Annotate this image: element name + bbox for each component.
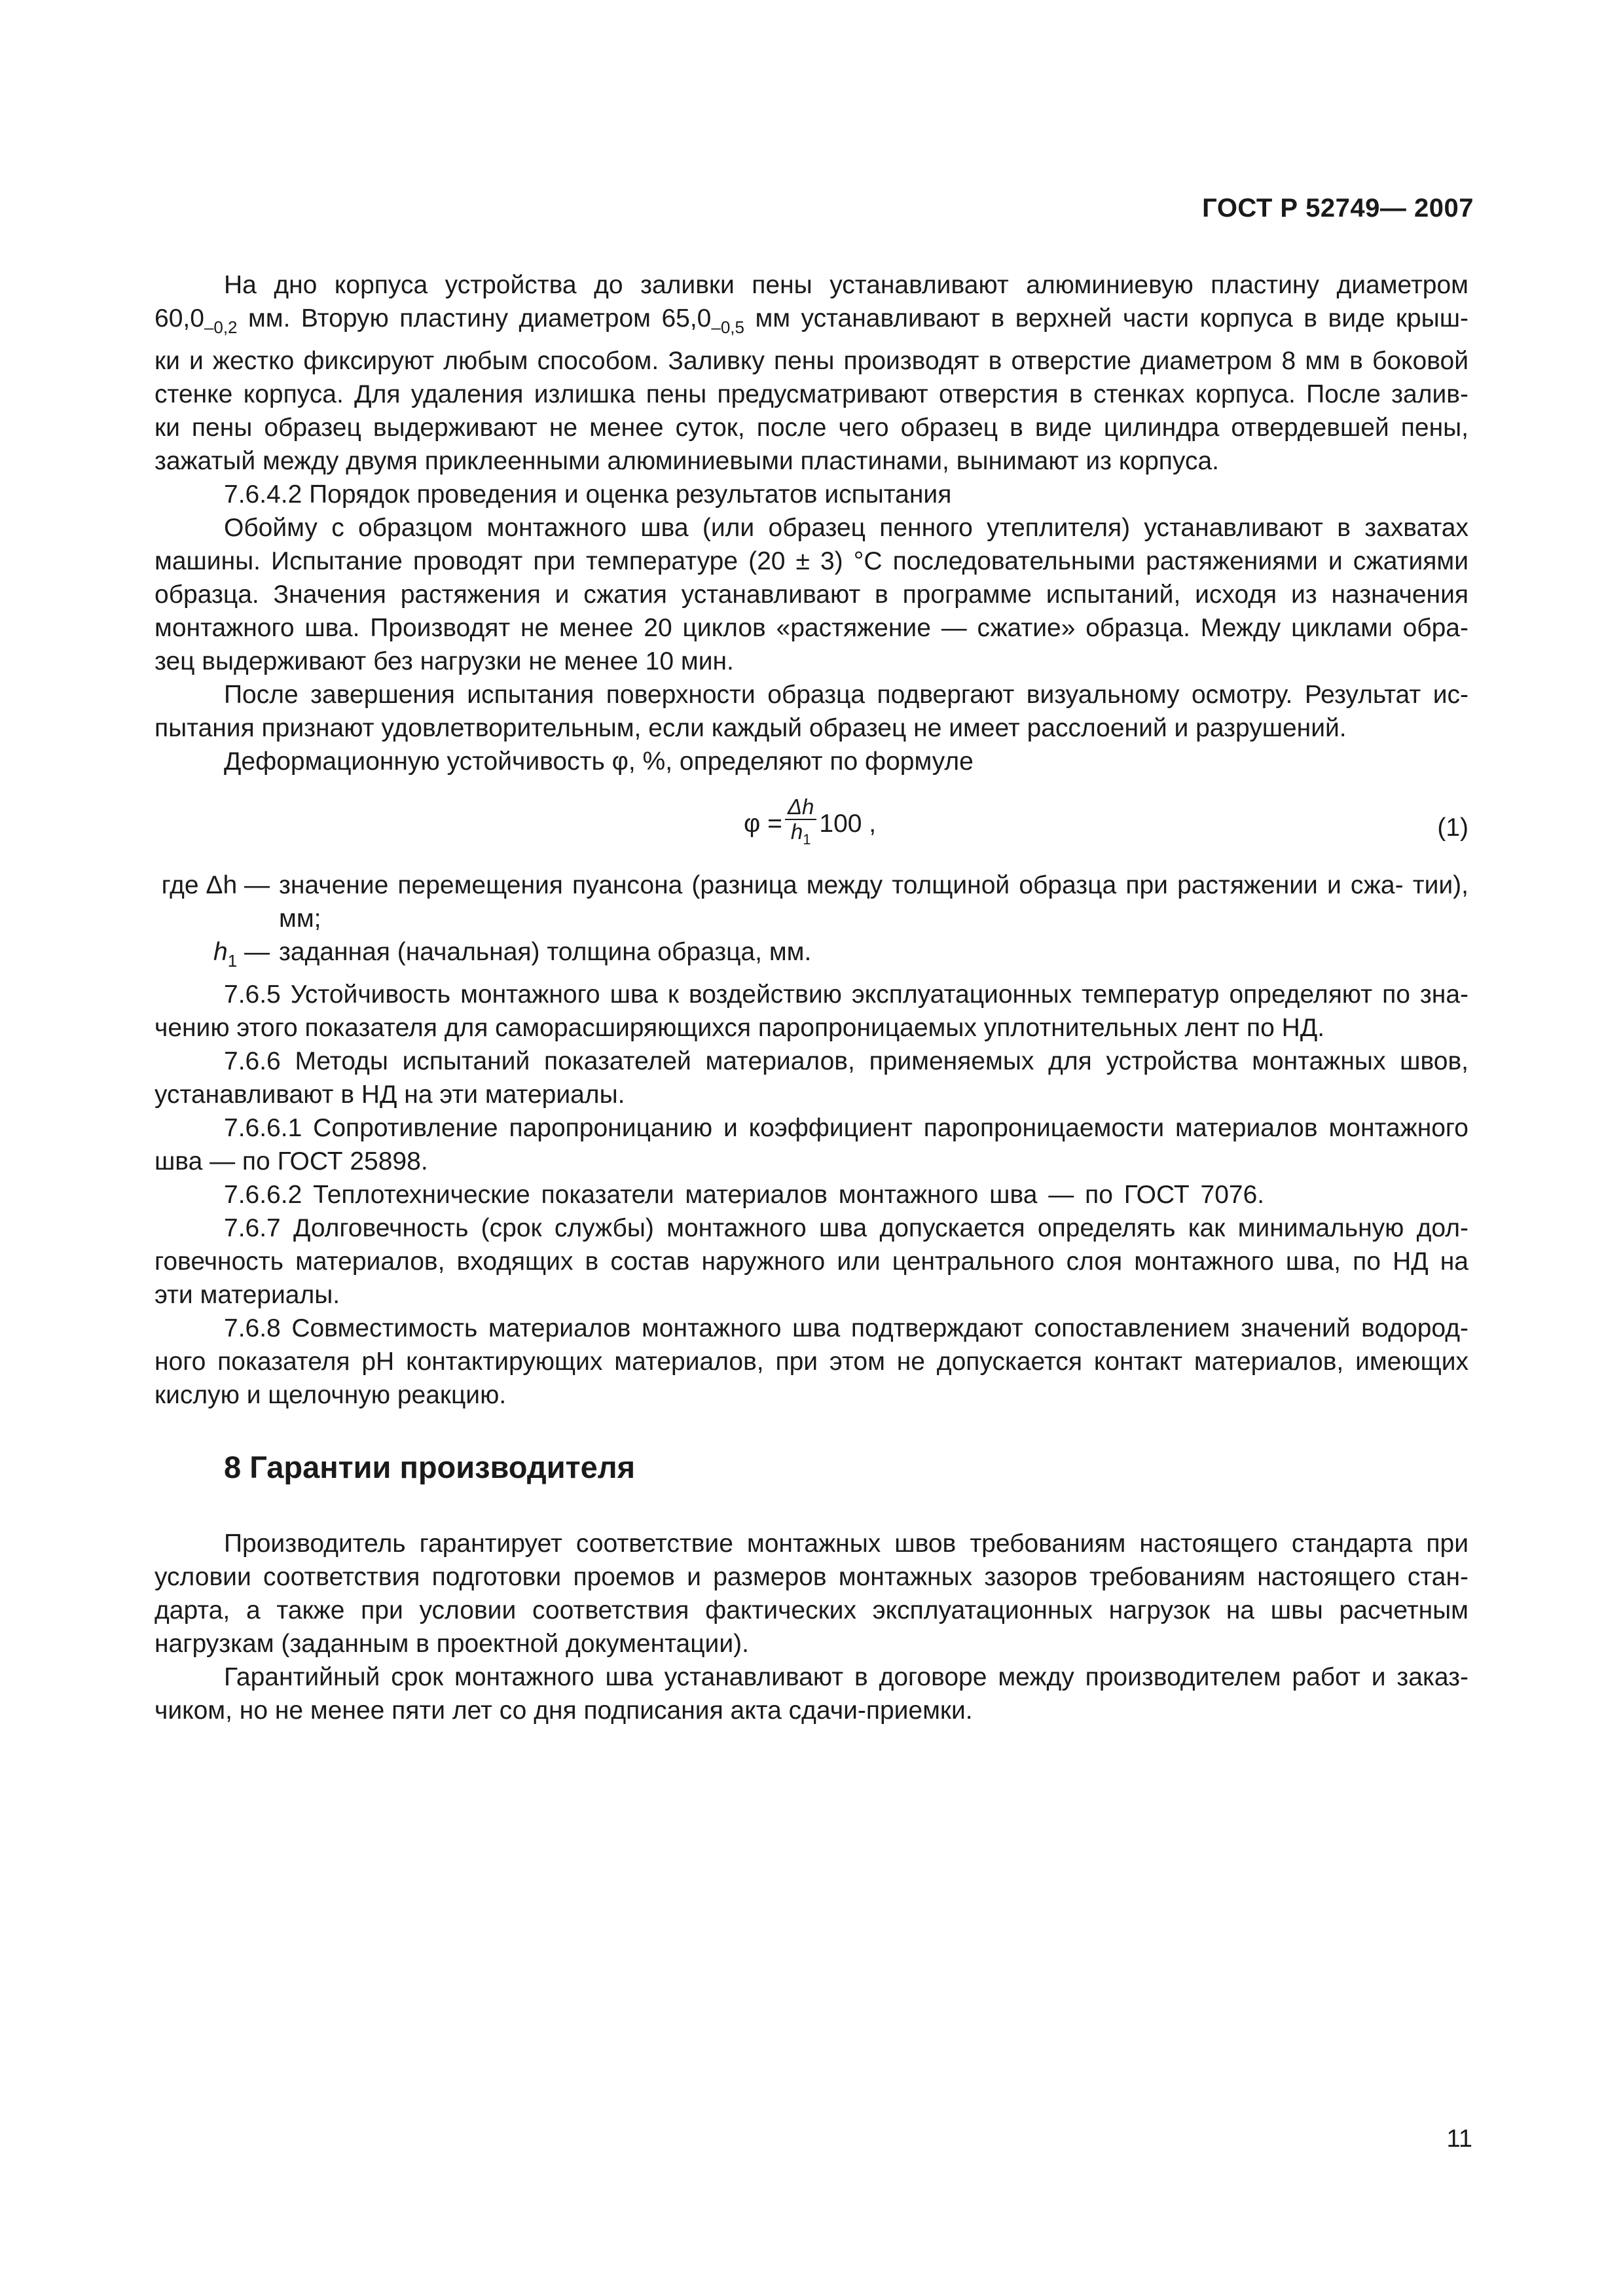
document-body <box>155 268 1468 1727</box>
text-line: говечность материалов, входящих в состав наружного или центрального слоя монтажного шва, по НД на <box>155 1247 1468 1276</box>
text-line: стенке корпуса. Для удаления излишка пены предусматривают отверстия в стенках корпуса. После залив- <box>155 380 1468 408</box>
document-code: ГОСТ Р 52749— 2007 <box>1202 194 1474 223</box>
paragraph-test-result <box>155 678 1468 745</box>
text-line: 7.6.8 Совместимость материалов монтажного шва подтверждают сопоставлением значений водород- <box>224 1314 1468 1342</box>
text-line: ного показателя рН контактирующих материалов, при этом не допускается контакт материалов, имеющих <box>155 1348 1468 1376</box>
clause-7-6-5 <box>155 978 1468 1045</box>
legend-term: где Δh — <box>161 871 270 899</box>
formula-block <box>155 790 1468 862</box>
text-line: устанавливают в НД на эти материалы. <box>155 1081 625 1109</box>
term-dash: — <box>237 938 270 966</box>
formula <box>744 795 876 852</box>
text-line: 7.6.6 Методы испытаний показателей материалов, применяемых для устройства монтажных швов, <box>224 1047 1468 1075</box>
text-fragment: мм устанавливают в верхней части корпуса в виде крыш- <box>744 304 1468 332</box>
text-line: условии соответствия подготовки проемов и размеров монтажных зазоров требованиям настоящего стан- <box>155 1563 1468 1591</box>
text-line: пытания признают удовлетворительным, если каждый образец не имеет расслоений и разрушений. <box>155 714 1347 742</box>
text-line: машины. Испытание проводят при температуре (20 ± 3) °С последовательными растяжениями и сжатиями <box>155 547 1468 575</box>
formula-intro: Деформационную устойчивость φ, %, определяют по формуле <box>224 747 974 776</box>
clause-7-6-7 <box>155 1211 1468 1312</box>
legend-description: значение перемещения пуансона (разница между толщиной образца при растяжении и сжа- тии), мм; <box>279 871 1468 933</box>
text-line: 7.6.7 Долговечность (срок службы) монтажного шва допускается определять как минимальную дол- <box>224 1214 1468 1242</box>
term-subscript: 1 <box>227 951 238 971</box>
text-line: нагрузкам (заданным в проектной документации). <box>155 1630 749 1658</box>
formula-fraction <box>785 795 817 852</box>
term-symbol: h <box>213 938 228 966</box>
text-line: Обойму с образцом монтажного шва (или образец пенного утеплителя) устанавливают в захватах <box>224 514 1468 542</box>
formula-rhs: 100 , <box>819 809 877 838</box>
text-line: 7.6.6.1 Сопротивление паропроницанию и коэффициент паропроницаемости материалов монтажного <box>224 1114 1468 1142</box>
text-line: чению этого показателя для саморасширяющихся паропроницаемых уплотнительных лент по НД. <box>155 1014 1325 1042</box>
text-line: дарта, а также при условии соответствия фактических эксплуатационных нагрузок на швы расчетным <box>155 1596 1468 1624</box>
paragraph-sample-prep <box>155 268 1468 478</box>
text-line: Гарантийный срок монтажного шва устанавливают в договоре между производителем работ и заказ- <box>224 1663 1468 1691</box>
text-line: После завершения испытания поверхности образца подвергают визуальному осмотру. Результат ис- <box>224 681 1468 709</box>
text-line: На дно корпуса устройства до заливки пены устанавливают алюминиевую пластину диаметром <box>224 271 1468 299</box>
clause-7-6-4-2-heading: 7.6.4.2 Порядок проведения и оценка результатов испытания <box>224 480 952 509</box>
paragraph-test-procedure <box>155 511 1468 678</box>
text-line: кислую и щелочную реакцию. <box>155 1381 507 1409</box>
section-8-title: 8 Гарантии производителя <box>224 1450 636 1484</box>
clause-7-6-6 <box>155 1045 1468 1111</box>
text-line: ки и жестко фиксируют любым способом. Заливку пены производят в отверстие диаметром 8 мм в боковой <box>155 347 1468 375</box>
formula-legend <box>148 869 1468 978</box>
fraction-numerator: Δh <box>785 795 817 820</box>
formula-number: (1) <box>1437 814 1468 842</box>
text-line: ки пены образец выдерживают не менее суток, после чего образец в виде цилиндра отвердевшей пены, <box>155 414 1468 442</box>
text-line: шва — по ГОСТ 25898. <box>155 1147 428 1175</box>
dimension-value: 60,0 <box>155 304 204 332</box>
tolerance-subscript: –0,2 <box>204 317 238 337</box>
text-line: зажатый между двумя приклеенными алюминиевыми пластинами, вынимают из корпуса. <box>155 447 1219 475</box>
text-line: образца. Значения растяжения и сжатия устанавливают в программе испытаний, исходя из назначения <box>155 581 1468 609</box>
tolerance-subscript: –0,5 <box>711 317 744 337</box>
clause-7-6-8 <box>155 1312 1468 1412</box>
text-line: зец выдерживают без нагрузки не менее 10 мин. <box>155 647 734 675</box>
text-line: эти материалы. <box>155 1281 340 1309</box>
text-line: 7.6.5 Устойчивость монтажного шва к воздействию эксплуатационных температур определяют по зна- <box>224 980 1468 1009</box>
page-number: 11 <box>1446 2125 1472 2153</box>
fraction-denominator <box>791 820 811 852</box>
text-fragment: мм. Вторую пластину диаметром 65,0 <box>237 304 712 332</box>
paragraph-warranty <box>155 1527 1468 1660</box>
denominator-subscript: 1 <box>803 831 811 848</box>
clause-7-6-6-2: 7.6.6.2 Теплотехнические показатели материалов монтажного шва — по ГОСТ 7076. <box>224 1181 1265 1209</box>
paragraph-warranty-period <box>155 1660 1468 1727</box>
legend-description: заданная (начальная) толщина образца, мм. <box>279 938 812 966</box>
text-line: монтажного шва. Производят не менее 20 циклов «растяжение — сжатие» образца. Между циклами обра- <box>155 614 1468 642</box>
text-line: чиком, но не менее пяти лет со дня подписания акта сдачи-приемки. <box>155 1696 973 1725</box>
formula-lhs: φ = <box>744 809 782 838</box>
denominator-base: h <box>790 819 803 844</box>
clause-7-6-6-1 <box>155 1111 1468 1178</box>
text-line <box>155 302 1468 344</box>
text-line: Производитель гарантирует соответствие монтажных швов требованиям настоящего стандарта при <box>224 1530 1468 1558</box>
legend-term <box>148 935 279 978</box>
